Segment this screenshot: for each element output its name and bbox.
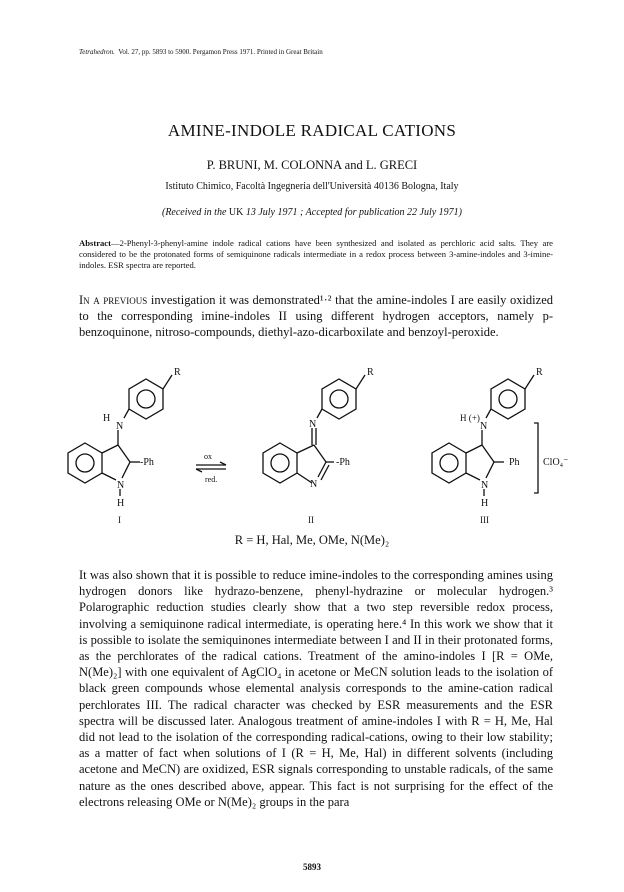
ox-label: ox — [204, 452, 212, 461]
received-dates — [0, 207, 624, 218]
citation-details: Vol. 27, pp. 5893 to 5900. Pergamon Press 1971. Printed in Great Britain — [118, 48, 323, 56]
phenyl-ring-1 — [129, 379, 163, 419]
h-label-3b: H — [481, 498, 489, 509]
abstract-label: Abstract — [79, 238, 111, 248]
article-title: AMINE-INDOLE RADICAL CATIONS — [167, 121, 457, 140]
h-label-1: H — [103, 413, 111, 424]
ph-label-2: -Ph — [336, 457, 350, 468]
n-label-1b: N — [117, 480, 125, 491]
r-group-definition: R = H, Hal, Me, OMe, N(Me)₂ — [234, 533, 390, 547]
compound-number-1: I — [118, 515, 121, 525]
h-plus-label: H (+) — [460, 413, 480, 423]
n-label-3: N — [480, 421, 488, 432]
n-label-2: N — [309, 419, 317, 430]
received-prefix: (Received in the — [161, 207, 227, 218]
indole-benzo-ring-3 — [432, 443, 466, 483]
journal-name: Tetrahedron. — [79, 48, 115, 56]
author-affiliation: Istituto Chimico, Facoltà Ingegneria dell'Università 40136 Bologna, Italy — [165, 181, 459, 192]
body-paragraph: It was also shown that it is possible to reduce imine-indoles to the corresponding amines using hydrogen donors like hydrazo-benzene, phenyl-hydrazine or molecular hydrogen.³ Polarographic reduction studies clearly show that a two step reversible redox process, involving a semiquinone radical intermediate, is operating here.⁴ In this work we show that it is possible to isolate the semiquinones intermediate between I and II in their protonated forms, as the perchlorates of the radical cations. Treatment of the amino-indoles I [R = OMe, N(Me)₂] with one equivalent of AgClO₄ in acetone or MeCN solution leads to the isolation of black green compounds whose elemental analysis corresponds to the amine-cation radical perchlorates III. The radical character was checked by ESR measurements and the ESR spectra will be discussed later. Analogous treatment of amine-indoles I with R = H, Me, Hal did not lead to the isolation of the corresponding radical-cations, owing to their low stability; as a matter of fact when solutions of I (R = H, Me, Hal) in different solvents (including acetone and MeCN) are oxidized, ESR signals corresponding to unstable radicals, of the same nature as the ones described above, appear. This fact is not surprising for the effect of the electrons releasing OMe or N(Me)₂ groups in the para — [79, 568, 553, 809]
received-suffix: 13 July 1971 ; Accepted for publication 22 July 1971) — [245, 207, 462, 218]
ph-label-1: -Ph — [140, 457, 154, 468]
r-label-3: R — [536, 367, 543, 378]
phenyl-ring-2 — [322, 379, 356, 419]
abstract-text: —2-Phenyl-3-phenyl-amine indole radical cations have been synthesized and isolated as perchloric acid salts. They are considered to be the protonated forms of semiquinone radicals intermediate in a redox process between 3-amine-indoles and 3-imine-indoles. ESR spectra are reported. — [79, 238, 553, 270]
n-label-3b: N — [481, 480, 489, 491]
article-authors: P. BRUNI, M. COLONNA and L. GRECI — [206, 158, 418, 172]
indole-benzo-ring-2 — [263, 443, 297, 483]
abstract — [79, 238, 553, 271]
intro-lead: In a previous — [79, 293, 148, 307]
journal-citation — [79, 48, 323, 56]
bracket — [534, 423, 538, 493]
compound-number-3: III — [480, 515, 489, 525]
red-label: red. — [205, 475, 218, 484]
intro-text: investigation it was demonstrated¹·² that the amine-indoles I are easily oxidized to the corresponding imine-indoles II using different hydrogen acceptors, namely p-benzoquinone, nitroso-compounds, diethyl-azo-dicarboxilate and benzoyl-peroxide. — [79, 293, 553, 340]
received-country: UK — [228, 207, 244, 218]
page-number: 5893 — [303, 862, 321, 872]
compound-number-2: II — [308, 515, 314, 525]
reaction-scheme — [0, 365, 624, 525]
phenyl-ring-3 — [491, 379, 525, 419]
intro-paragraph — [79, 292, 553, 341]
indole-benzo-ring-1 — [68, 443, 102, 483]
r-label-2: R — [367, 367, 374, 378]
perchlorate-label: ClO₄⁻ — [543, 457, 569, 468]
h-label-1b: H — [117, 498, 125, 509]
ph-label-3: Ph — [509, 457, 520, 468]
n-label-2b: N — [310, 479, 318, 490]
r-label-1: R — [174, 367, 181, 378]
n-label-1: N — [116, 421, 124, 432]
